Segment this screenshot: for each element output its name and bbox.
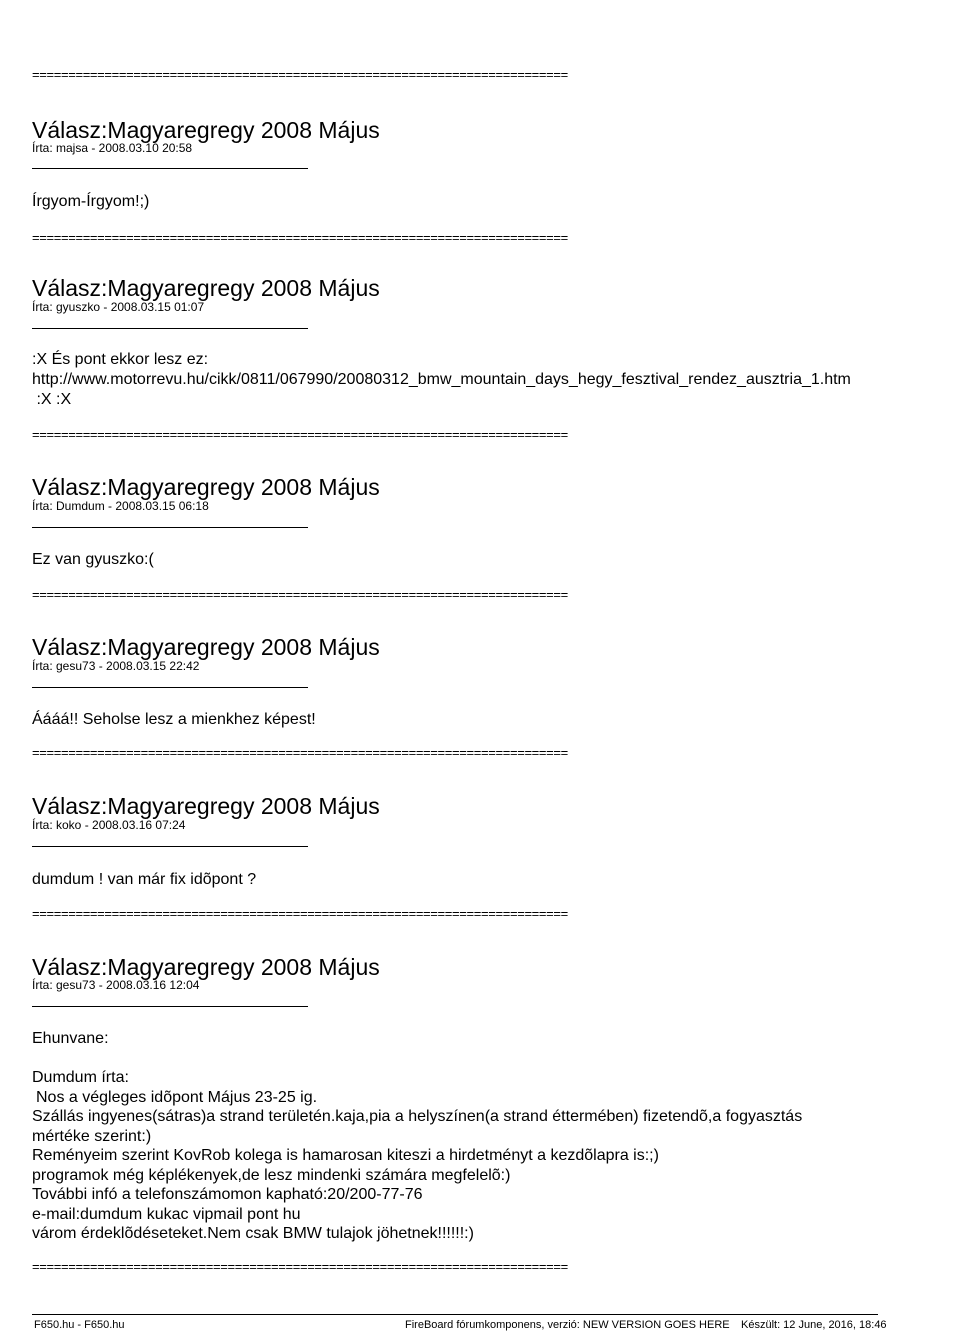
post-meta: Írta: Dumdum - 2008.03.15 06:18 bbox=[32, 499, 209, 513]
post-intro: Ehunvane: bbox=[32, 1030, 109, 1047]
separator: ========================================================================== bbox=[32, 230, 568, 245]
footer-divider bbox=[32, 1314, 878, 1315]
separator: ========================================================================== bbox=[32, 906, 568, 921]
post-title: Válasz:Magyaregregy 2008 Május bbox=[32, 474, 380, 500]
quote-line: e-mail:dumdum kukac vipmail pont hu bbox=[32, 1206, 301, 1223]
post-meta: Írta: koko - 2008.03.16 07:24 bbox=[32, 818, 186, 832]
quote-header: Dumdum írta: bbox=[32, 1069, 129, 1086]
post-body-line: dumdum ! van már fix idõpont ? bbox=[32, 871, 257, 888]
quote-line: programok még képlékenyek,de lesz mindenki számára megfelelõ:) bbox=[32, 1167, 511, 1184]
footer-site: F650.hu - F650.hu bbox=[34, 1319, 125, 1331]
post-link[interactable]: http://www.motorrevu.hu/cikk/0811/067990/20080312_bmw_mountain_days_hegy_fesztival_rendez_ausztria_1.htm bbox=[32, 371, 851, 388]
quote-line: Nos a végleges idõpont Május 23-25 ig. bbox=[36, 1089, 318, 1106]
post-body-line: Írgyom-Írgyom!;) bbox=[32, 193, 150, 210]
quote-line: mértéke szerint:) bbox=[32, 1128, 152, 1145]
separator: ========================================================================== bbox=[32, 1259, 568, 1274]
post-divider bbox=[32, 687, 308, 688]
separator: ========================================================================== bbox=[32, 67, 568, 82]
post-body-line: :X És pont ekkor lesz ez: bbox=[32, 351, 209, 368]
post-meta: Írta: gyuszko - 2008.03.15 01:07 bbox=[32, 300, 205, 314]
separator: ========================================================================== bbox=[32, 587, 568, 602]
post-meta: Írta: gesu73 - 2008.03.16 12:04 bbox=[32, 978, 200, 992]
post-divider bbox=[32, 1006, 308, 1007]
post-title: Válasz:Magyaregregy 2008 Május bbox=[32, 793, 380, 819]
quote-line: További infó a telefonszámomon kapható:20/200-77-76 bbox=[32, 1186, 423, 1203]
post-title: Válasz:Magyaregregy 2008 Május bbox=[32, 634, 380, 660]
post-divider bbox=[32, 328, 308, 329]
post-divider bbox=[32, 846, 308, 847]
post-divider bbox=[32, 527, 308, 528]
post-divider bbox=[32, 168, 308, 169]
quote-line: várom érdeklõdéseteket.Nem csak BMW tulajok jöhetnek!!!!!!:) bbox=[32, 1225, 474, 1242]
separator: ========================================================================== bbox=[32, 745, 568, 760]
separator: ========================================================================== bbox=[32, 427, 568, 442]
post-title: Válasz:Magyaregregy 2008 Május bbox=[32, 275, 380, 301]
post-body-line: :X :X bbox=[32, 391, 72, 408]
footer-component: FireBoard fórumkomponens, verzió: NEW VERSION GOES HERE bbox=[405, 1319, 730, 1331]
footer-generated: Készült: 12 June, 2016, 18:46 bbox=[741, 1319, 887, 1331]
quote-line: Reményeim szerint KovRob kolega is hamarosan kiteszi a hirdetményt a kezdõlapra is:;) bbox=[32, 1147, 659, 1164]
post-meta: Írta: gesu73 - 2008.03.15 22:42 bbox=[32, 659, 200, 673]
post-title: Válasz:Magyaregregy 2008 Május bbox=[32, 117, 380, 143]
post-meta: Írta: majsa - 2008.03.10 20:58 bbox=[32, 141, 193, 155]
quote-line: Szállás ingyenes(sátras)a strand területén.kaja,pia a helyszínen(a strand éttermében) fizetendõ,a fogyasztás bbox=[32, 1108, 803, 1125]
post-body-line: Ez van gyuszko:( bbox=[32, 551, 154, 568]
post-title: Válasz:Magyaregregy 2008 Május bbox=[32, 954, 380, 980]
post-body-line: Áááá!! Seholse lesz a mienkhez képest! bbox=[32, 711, 316, 728]
